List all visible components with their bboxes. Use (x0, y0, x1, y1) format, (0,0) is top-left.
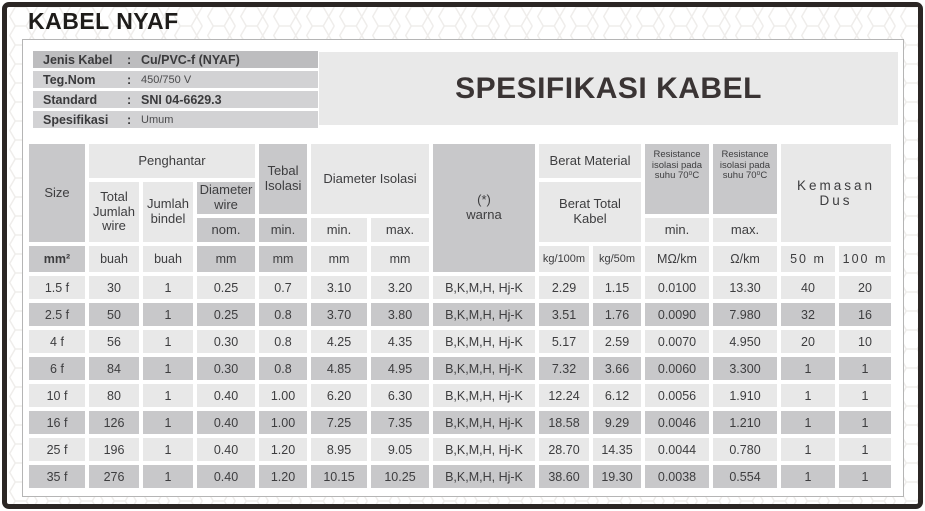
unit-diameter-isolasi-min: mm (311, 246, 367, 272)
unit-resistance-min: MΩ/km (645, 246, 709, 272)
table-cell-r5-c2: 80 (89, 384, 139, 407)
info-separator: : (127, 72, 132, 87)
table-cell-r3-c1: 4 f (29, 330, 85, 353)
table-cell-r5-c10: 6.12 (593, 384, 641, 407)
col-header-resistance-max: Resistance isolasi pada suhu 70⁰C (713, 144, 777, 214)
table-cell-r5-c13: 1 (781, 384, 835, 407)
table-cell-r2-c10: 1.76 (593, 303, 641, 326)
table-cell-r5-c3: 1 (143, 384, 193, 407)
table-cell-r4-c13: 1 (781, 357, 835, 380)
info-row-teg-nom (33, 71, 318, 88)
table-cell-r1-c3: 1 (143, 276, 193, 299)
col-header-berat-total-kabel: Berat Total Kabel (539, 182, 641, 242)
table-cell-r8-c13: 1 (781, 465, 835, 488)
table-cell-r1-c12: 13.30 (713, 276, 777, 299)
unit-diameter-wire: mm (197, 246, 255, 272)
col-header-warna (433, 144, 535, 272)
table-cell-r2-c5: 0.8 (259, 303, 307, 326)
table-cell-r5-c7: 6.30 (371, 384, 429, 407)
table-cell-r1-c5: 0.7 (259, 276, 307, 299)
table-cell-r1-c11: 0.0100 (645, 276, 709, 299)
page-content (7, 7, 918, 504)
table-cell-r4-c3: 1 (143, 357, 193, 380)
table-cell-r1-c6: 3.10 (311, 276, 367, 299)
table-cell-r8-c12: 0.554 (713, 465, 777, 488)
info-separator: : (127, 52, 132, 67)
table-cell-r3-c13: 20 (781, 330, 835, 353)
table-cell-r6-c12: 1.210 (713, 411, 777, 434)
unit-berat-kg100m: kg/100m (539, 246, 589, 272)
table-cell-r2-c7: 3.80 (371, 303, 429, 326)
table-cell-r4-c10: 3.66 (593, 357, 641, 380)
table-cell-r7-c6: 8.95 (311, 438, 367, 461)
table-cell-r5-c6: 6.20 (311, 384, 367, 407)
table-cell-r8-c6: 10.15 (311, 465, 367, 488)
unit-berat-kg50m: kg/50m (593, 246, 641, 272)
table-cell-r6-c1: 16 f (29, 411, 85, 434)
table-cell-r1-c8: B,K,M,H, Hj-K (433, 276, 535, 299)
table-cell-r8-c14: 1 (839, 465, 891, 488)
info-value: SNI 04-6629.3 (141, 92, 222, 107)
col-header-resistance-min: Resistance isolasi pada suhu 70⁰C (645, 144, 709, 214)
table-cell-r7-c2: 196 (89, 438, 139, 461)
table-cell-r4-c8: B,K,M,H, Hj-K (433, 357, 535, 380)
info-value: Cu/PVC-f (NYAF) (141, 52, 240, 67)
table-cell-r6-c13: 1 (781, 411, 835, 434)
table-cell-r6-c7: 7.35 (371, 411, 429, 434)
table-cell-r3-c8: B,K,M,H, Hj-K (433, 330, 535, 353)
table-cell-r3-c3: 1 (143, 330, 193, 353)
spec-banner (319, 52, 898, 125)
col-subheader-diameter-isolasi-max: max. (371, 218, 429, 242)
table-cell-r4-c11: 0.0060 (645, 357, 709, 380)
table-cell-r2-c3: 1 (143, 303, 193, 326)
table-cell-r7-c12: 0.780 (713, 438, 777, 461)
table-cell-r5-c14: 1 (839, 384, 891, 407)
info-separator: : (127, 92, 132, 107)
table-cell-r3-c7: 4.35 (371, 330, 429, 353)
table-cell-r7-c8: B,K,M,H, Hj-K (433, 438, 535, 461)
table-cell-r8-c3: 1 (143, 465, 193, 488)
table-cell-r8-c5: 1.20 (259, 465, 307, 488)
info-panel (33, 51, 318, 131)
table-cell-r7-c14: 1 (839, 438, 891, 461)
table-cell-r8-c11: 0.0038 (645, 465, 709, 488)
table-cell-r4-c2: 84 (89, 357, 139, 380)
table-cell-r8-c1: 35 f (29, 465, 85, 488)
info-label: Teg.Nom (43, 72, 96, 87)
table-cell-r8-c2: 276 (89, 465, 139, 488)
table-cell-r7-c9: 28.70 (539, 438, 589, 461)
table-cell-r4-c7: 4.95 (371, 357, 429, 380)
table-cell-r5-c11: 0.0056 (645, 384, 709, 407)
unit-size: mm² (29, 246, 85, 272)
table-cell-r8-c7: 10.25 (371, 465, 429, 488)
table-cell-r4-c4: 0.30 (197, 357, 255, 380)
table-cell-r2-c4: 0.25 (197, 303, 255, 326)
table-cell-r2-c2: 50 (89, 303, 139, 326)
table-cell-r4-c14: 1 (839, 357, 891, 380)
table-cell-r7-c1: 25 f (29, 438, 85, 461)
col-header-diameter-isolasi: Diameter Isolasi (311, 144, 429, 214)
table-cell-r6-c2: 126 (89, 411, 139, 434)
col-subheader-diameter-isolasi-min: min. (311, 218, 367, 242)
unit-total-jumlah-wire: buah (89, 246, 139, 272)
col-subheader-tebal-isolasi-min: min. (259, 218, 307, 242)
spec-table (29, 144, 891, 488)
info-label: Spesifikasi (43, 112, 109, 127)
table-cell-r3-c4: 0.30 (197, 330, 255, 353)
col-subheader-diameter-wire-nom: nom. (197, 218, 255, 242)
table-cell-r1-c9: 2.29 (539, 276, 589, 299)
info-value: 450/750 V (141, 73, 192, 86)
table-cell-r7-c13: 1 (781, 438, 835, 461)
table-cell-r5-c1: 10 f (29, 384, 85, 407)
info-row-standard (33, 91, 318, 108)
table-cell-r2-c11: 0.0090 (645, 303, 709, 326)
unit-resistance-max: Ω/km (713, 246, 777, 272)
unit-diameter-isolasi-max: mm (371, 246, 429, 272)
table-cell-r3-c9: 5.17 (539, 330, 589, 353)
table-cell-r6-c5: 1.00 (259, 411, 307, 434)
info-label: Standard (43, 92, 98, 107)
col-header-diameter-wire: Diameter wire (197, 182, 255, 214)
table-cell-r3-c10: 2.59 (593, 330, 641, 353)
table-cell-r4-c9: 7.32 (539, 357, 589, 380)
unit-kemasan-100m: 100 m (839, 246, 891, 272)
table-cell-r4-c1: 6 f (29, 357, 85, 380)
table-cell-r3-c6: 4.25 (311, 330, 367, 353)
table-cell-r5-c12: 1.910 (713, 384, 777, 407)
info-value: Umum (141, 113, 174, 126)
table-cell-r8-c8: B,K,M,H, Hj-K (433, 465, 535, 488)
banner-title: SPESIFIKASI KABEL (455, 71, 762, 105)
table-cell-r1-c1: 1.5 f (29, 276, 85, 299)
col-header-berat-material: Berat Material (539, 144, 641, 178)
table-cell-r2-c9: 3.51 (539, 303, 589, 326)
col-header-penghantar: Penghantar (89, 144, 255, 178)
table-cell-r5-c4: 0.40 (197, 384, 255, 407)
table-cell-r2-c8: B,K,M,H, Hj-K (433, 303, 535, 326)
table-cell-r5-c9: 12.24 (539, 384, 589, 407)
table-cell-r6-c14: 1 (839, 411, 891, 434)
table-cell-r6-c8: B,K,M,H, Hj-K (433, 411, 535, 434)
spec-sheet (22, 39, 904, 497)
table-cell-r7-c7: 9.05 (371, 438, 429, 461)
unit-kemasan-50m: 50 m (781, 246, 835, 272)
table-cell-r3-c11: 0.0070 (645, 330, 709, 353)
info-label: Jenis Kabel (43, 52, 113, 67)
col-header-tebal-isolasi: Tebal Isolasi (259, 144, 307, 214)
table-cell-r4-c6: 4.85 (311, 357, 367, 380)
table-cell-r2-c14: 16 (839, 303, 891, 326)
page-frame (2, 2, 923, 509)
info-separator: : (127, 112, 132, 127)
col-subheader-resistance-max: max. (713, 218, 777, 242)
table-cell-r7-c4: 0.40 (197, 438, 255, 461)
col-subheader-resistance-min: min. (645, 218, 709, 242)
table-cell-r1-c2: 30 (89, 276, 139, 299)
info-row-spesifikasi (33, 111, 318, 128)
table-cell-r5-c5: 1.00 (259, 384, 307, 407)
table-cell-r1-c13: 40 (781, 276, 835, 299)
page-title: KABEL NYAF (28, 8, 179, 34)
table-cell-r2-c6: 3.70 (311, 303, 367, 326)
table-cell-r8-c9: 38.60 (539, 465, 589, 488)
table-cell-r6-c4: 0.40 (197, 411, 255, 434)
table-cell-r5-c8: B,K,M,H, Hj-K (433, 384, 535, 407)
table-cell-r3-c12: 4.950 (713, 330, 777, 353)
table-cell-r6-c3: 1 (143, 411, 193, 434)
table-cell-r7-c3: 1 (143, 438, 193, 461)
table-cell-r1-c7: 3.20 (371, 276, 429, 299)
table-cell-r6-c11: 0.0046 (645, 411, 709, 434)
table-cell-r4-c5: 0.8 (259, 357, 307, 380)
table-cell-r2-c13: 32 (781, 303, 835, 326)
col-header-jumlah-bindel: Jumlah bindel (143, 182, 193, 242)
unit-jumlah-bindel: buah (143, 246, 193, 272)
info-row-jenis-kabel (33, 51, 318, 68)
table-cell-r8-c4: 0.40 (197, 465, 255, 488)
col-header-size: Size (29, 144, 85, 242)
table-cell-r1-c10: 1.15 (593, 276, 641, 299)
table-cell-r7-c10: 14.35 (593, 438, 641, 461)
table-cell-r7-c11: 0.0044 (645, 438, 709, 461)
col-header-total-jumlah-wire: Total Jumlah wire (89, 182, 139, 242)
table-cell-r1-c14: 20 (839, 276, 891, 299)
table-cell-r6-c6: 7.25 (311, 411, 367, 434)
table-cell-r6-c9: 18.58 (539, 411, 589, 434)
table-cell-r6-c10: 9.29 (593, 411, 641, 434)
table-cell-r8-c10: 19.30 (593, 465, 641, 488)
unit-tebal-isolasi: mm (259, 246, 307, 272)
warna-label: warna (466, 207, 502, 222)
warna-asterisk: (*) (477, 192, 491, 208)
table-cell-r3-c5: 0.8 (259, 330, 307, 353)
table-cell-r2-c1: 2.5 f (29, 303, 85, 326)
table-cell-r1-c4: 0.25 (197, 276, 255, 299)
table-cell-r4-c12: 3.300 (713, 357, 777, 380)
table-cell-r2-c12: 7.980 (713, 303, 777, 326)
col-header-kemasan-dus: Kemasan Dus (781, 144, 891, 242)
table-cell-r3-c2: 56 (89, 330, 139, 353)
table-cell-r7-c5: 1.20 (259, 438, 307, 461)
table-cell-r3-c14: 10 (839, 330, 891, 353)
